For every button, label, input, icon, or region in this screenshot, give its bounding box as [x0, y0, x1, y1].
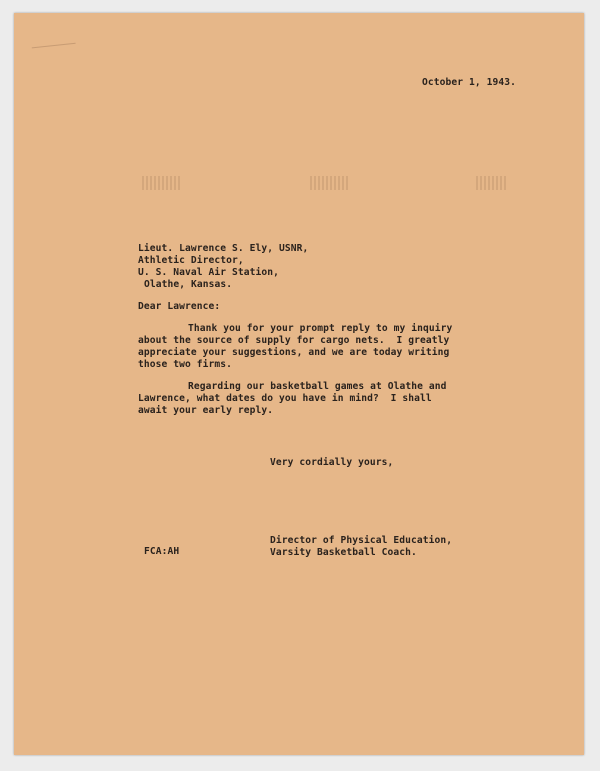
- ink-bleed-mark: [476, 176, 508, 190]
- body-paragraph-2-line: Lawrence, what dates do you have in mind? I shall: [138, 393, 432, 404]
- ink-bleed-mark: [310, 176, 350, 190]
- signature-title-line: Director of Physical Education,: [270, 535, 453, 546]
- recipient-line: Athletic Director,: [138, 255, 244, 266]
- body-paragraph-2-line: Regarding our basketball games at Olathe and: [188, 381, 447, 392]
- body-paragraph-2-line: await your early reply.: [138, 405, 274, 416]
- ink-bleed-mark: [142, 176, 182, 190]
- recipient-line: Lieut. Lawrence S. Ely, USNR,: [138, 243, 309, 254]
- paper-scuff-mark: [32, 43, 76, 55]
- recipient-line: Olathe, Kansas.: [144, 279, 233, 290]
- body-paragraph-1-line: Thank you for your prompt reply to my inquiry: [188, 323, 453, 334]
- typist-initials: FCA:AH: [144, 546, 180, 557]
- body-paragraph-1-line: those two firms.: [138, 359, 233, 370]
- salutation: Dear Lawrence:: [138, 301, 221, 312]
- body-paragraph-1-line: about the source of supply for cargo nets. I greatly: [138, 335, 450, 346]
- body-paragraph-1-line: appreciate your suggestions, and we are today writing: [138, 347, 450, 358]
- recipient-line: U. S. Naval Air Station,: [138, 267, 280, 278]
- signature-title-line: Varsity Basketball Coach.: [270, 547, 417, 558]
- letter-page: [14, 13, 584, 755]
- letter-date: October 1, 1943.: [422, 77, 517, 88]
- closing: Very cordially yours,: [270, 457, 394, 468]
